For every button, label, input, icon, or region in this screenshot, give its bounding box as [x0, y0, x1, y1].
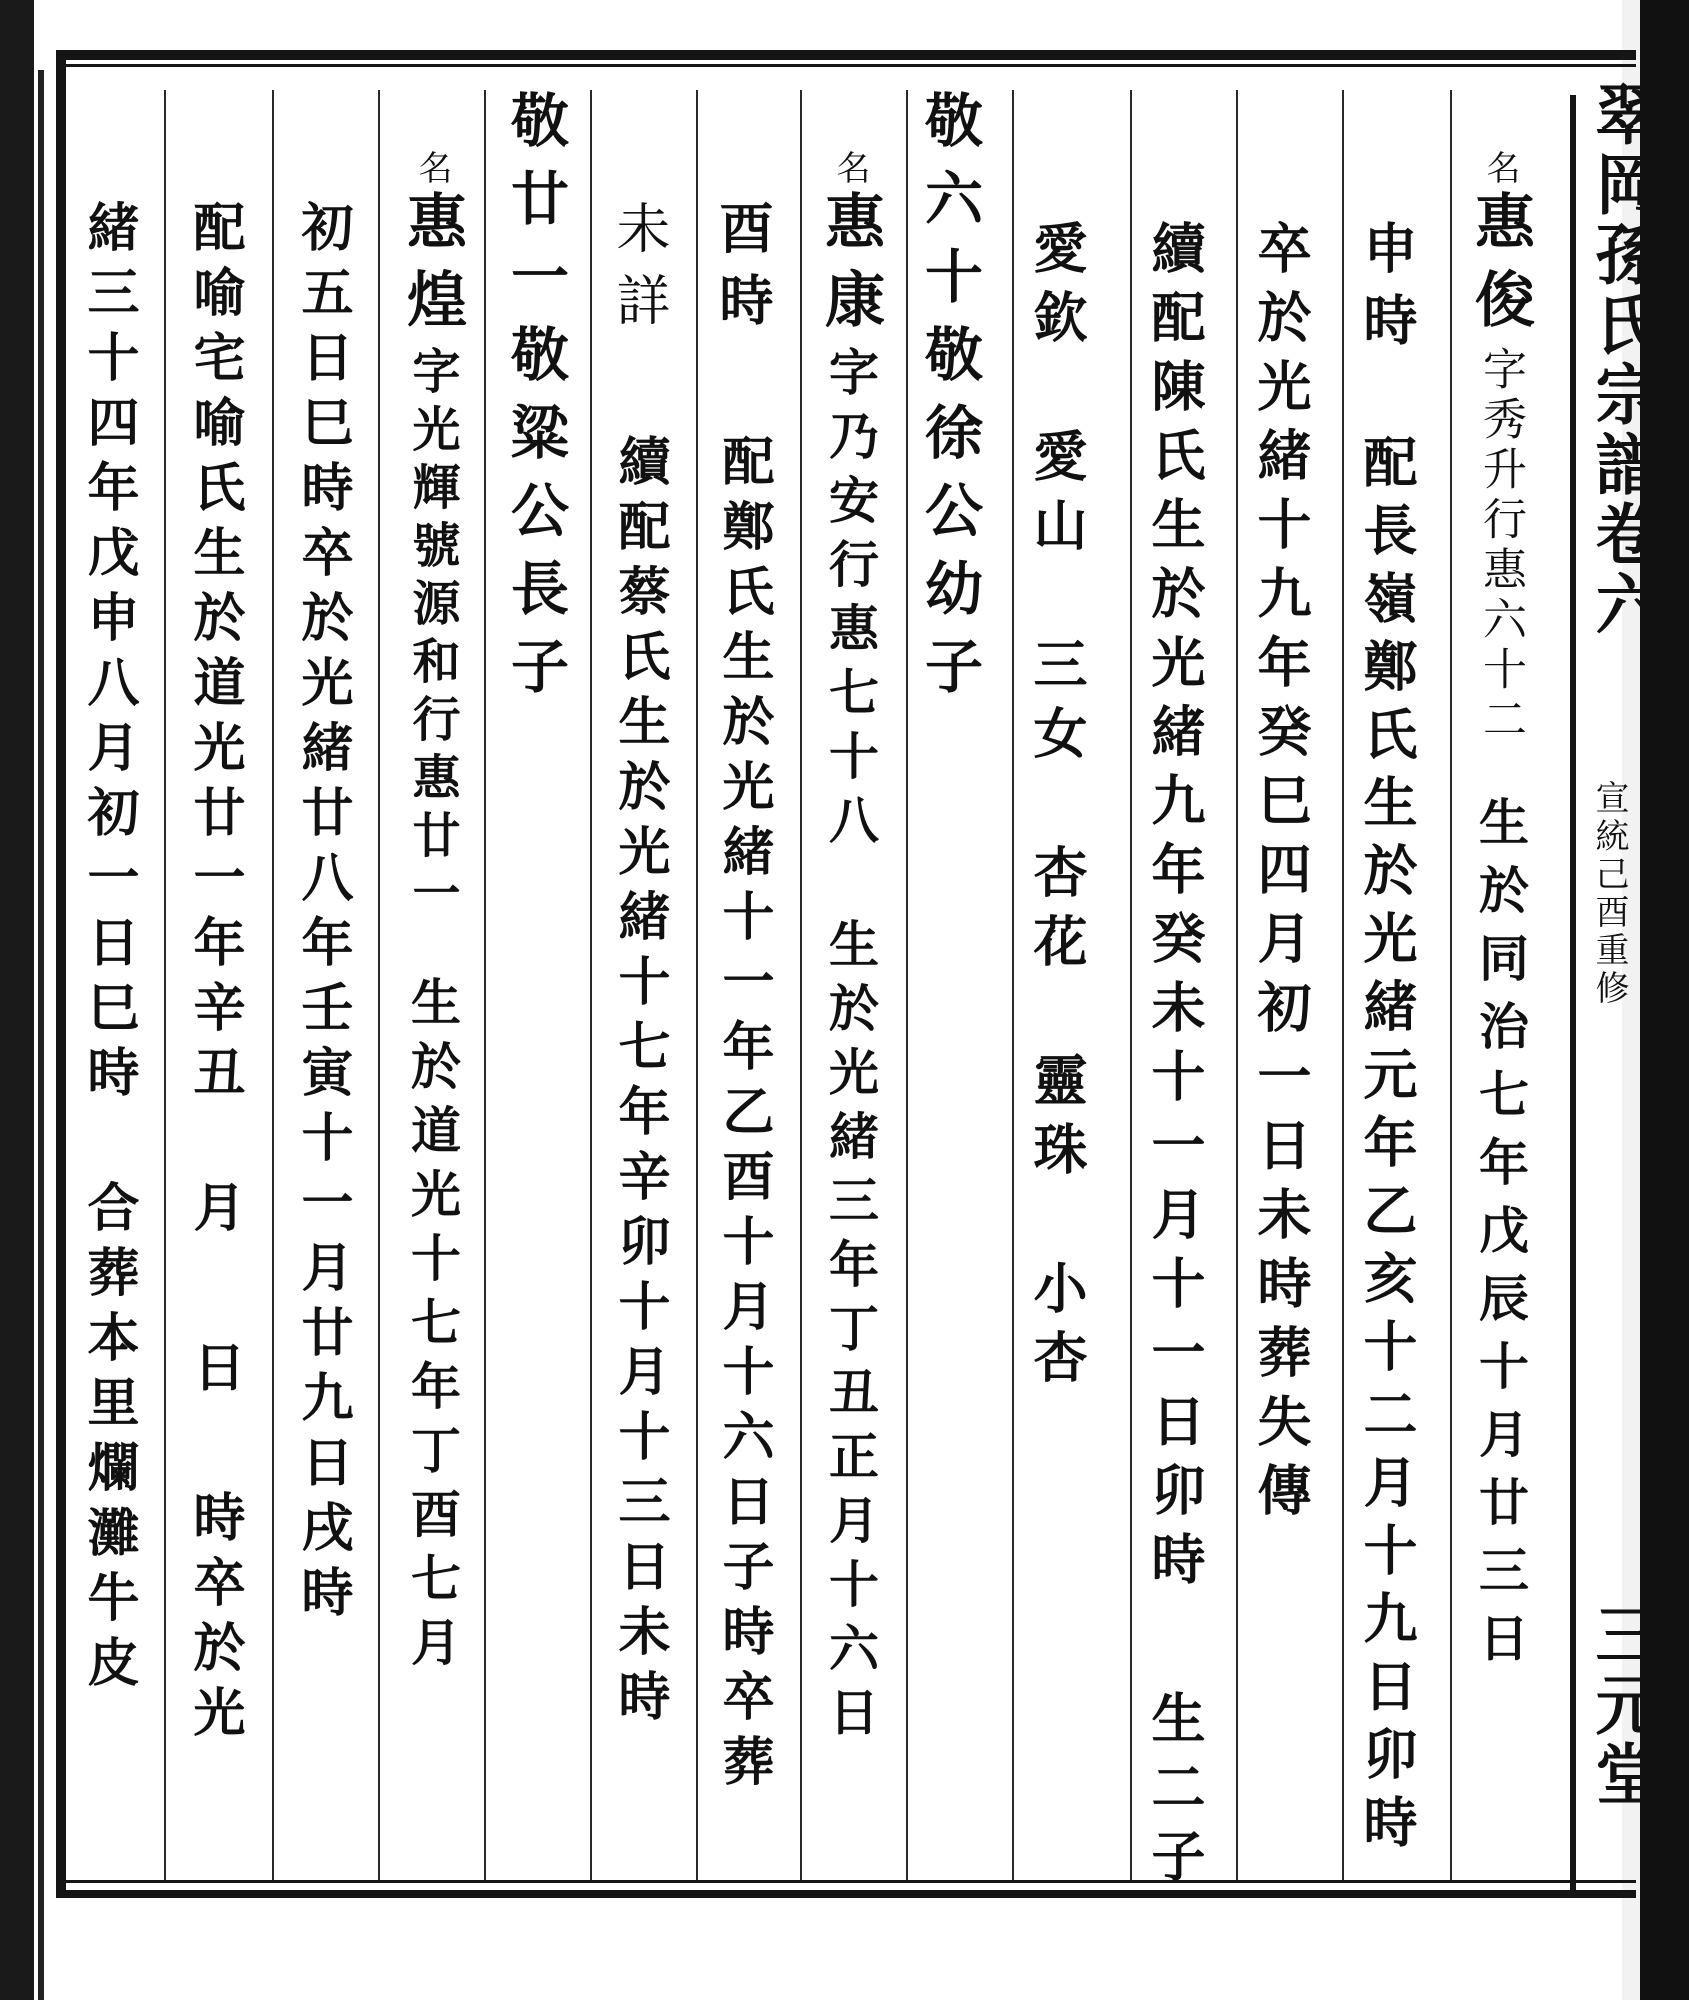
spouse-record: 配喻宅喻氏生於道光廿一年辛丑: [184, 200, 245, 1110]
column-rule: [378, 90, 380, 1880]
death-record: 時卒於光: [184, 1490, 245, 1750]
column-rule: [1342, 90, 1344, 1880]
daughter-name-2: 靈珠: [1025, 1052, 1089, 1190]
death-record: 初五日巳時卒於光緒廿八年壬寅十一月廿九日戌時: [292, 200, 353, 1630]
text-column-1: [1465, 150, 1535, 1680]
death-record: 卒於光緒十九年癸巳四月初一日未時葬失傳: [1249, 220, 1313, 1531]
hall-name: 三元堂: [1584, 1600, 1662, 1810]
text-column-8: [711, 200, 775, 1799]
column-rule: [906, 90, 908, 1880]
text-column-12: [292, 200, 353, 1630]
birth-record: 生於光緒三年丁丑正月十六日: [821, 918, 880, 1750]
spouse-record: 配長嶺鄭氏生於光緒元年乙亥十二月十九日卯時: [1355, 434, 1419, 1862]
text-column-10: [501, 90, 569, 714]
column-rule: [1450, 90, 1452, 1880]
birth-record: 生於同治七年戊辰十月廿三日: [1471, 796, 1530, 1680]
children-count: 生二子: [1143, 1690, 1207, 1897]
given-name: 惠俊: [1465, 190, 1535, 346]
lineage-heading: 敬廿一敬粱公長子: [501, 90, 569, 714]
lineage-heading: 敬六十敬徐公幼子: [915, 90, 983, 714]
column-rule: [590, 90, 592, 1880]
title-text: 翠岡孫氏宗譜: [1584, 80, 1662, 500]
death-date: 緒三十四年戊申八月初一日巳時: [78, 200, 139, 1110]
given-name: 惠康: [815, 190, 885, 346]
edition-note: 宣統己酉重修: [1589, 780, 1629, 1008]
column-rule: [484, 90, 486, 1880]
text-column-11: [397, 150, 467, 1680]
text-column-7: [815, 150, 885, 1750]
book-spine: [0, 0, 34, 2000]
daughter-name-3: 小杏: [1025, 1260, 1089, 1398]
column-rule: [800, 90, 802, 1880]
frame-left-border: [56, 50, 66, 1898]
given-name: 惠煌: [397, 190, 467, 346]
text-column-2: [1355, 220, 1419, 1862]
daughters-count: 三女: [1025, 636, 1089, 774]
burial-record: 合葬本里爛灘牛皮: [78, 1180, 139, 1700]
text-column-6: [915, 90, 983, 714]
text-column-5: [1025, 220, 1089, 1398]
column-rule: [1236, 90, 1238, 1880]
second-spouse-record: 續配陳氏生於光緒九年癸未十一月十一日卯時: [1143, 220, 1207, 1600]
column-rule: [696, 90, 698, 1880]
name-marker: 名: [412, 150, 452, 190]
son-name-2: 愛山: [1025, 428, 1089, 566]
son-name-1: 愛欽: [1025, 220, 1089, 358]
birth-hour: 申時: [1355, 220, 1419, 364]
second-spouse-record: 續配蔡氏生於光緒十七年辛卯十月十三日未時: [609, 434, 670, 1734]
text-column-3: [1249, 220, 1313, 1531]
frame-top-border: [56, 50, 1636, 60]
text-column-4: [1143, 220, 1207, 1897]
day-blank: 日: [184, 1340, 245, 1410]
volume-text: 卷六: [1584, 500, 1662, 640]
unknown-note: 未詳: [608, 200, 671, 344]
daughter-name-1: 杏花: [1025, 844, 1089, 982]
frame-top-inner-border: [56, 64, 1636, 67]
name-marker: 名: [1480, 150, 1520, 190]
column-rule: [272, 90, 274, 1880]
birth-record: 生於道光十七年丁酉七月: [403, 976, 462, 1680]
text-column-9: [608, 200, 671, 1734]
text-column-14: [78, 200, 139, 1700]
spine-shadow: [38, 70, 44, 2000]
column-rule: [1012, 90, 1014, 1880]
courtesy-name: 字乃安行惠七十八: [821, 346, 880, 858]
courtesy-name: 字光輝號源和行惠廿一: [404, 346, 460, 926]
column-rule: [1130, 90, 1132, 1880]
name-marker: 名: [830, 150, 870, 190]
frame-bottom-inner-border: [56, 1880, 1636, 1883]
courtesy-name: 字秀升行惠六十二: [1475, 346, 1526, 746]
frame-bottom-border: [56, 1890, 1636, 1898]
text-column-13: [184, 200, 245, 1750]
book-title: [1576, 80, 1671, 640]
birth-hour: 酉時: [711, 200, 775, 344]
spouse-record: 配鄭氏生於光緒十一年乙酉十月十六日子時卒葬: [713, 434, 774, 1799]
month-blank: 月: [184, 1180, 245, 1250]
column-rule: [164, 90, 166, 1880]
